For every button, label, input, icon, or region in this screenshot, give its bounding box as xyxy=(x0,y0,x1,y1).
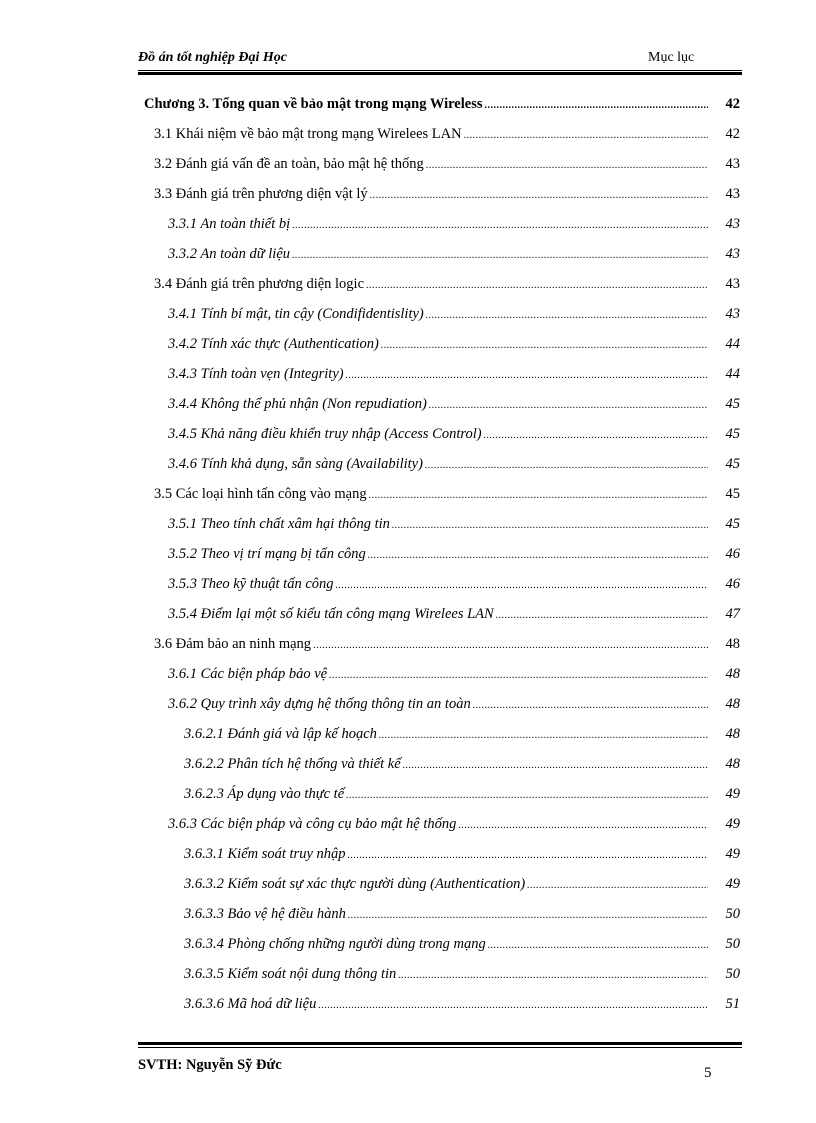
dot-leader xyxy=(366,280,708,291)
toc-entry-page: 43 xyxy=(725,186,740,202)
dot-leader xyxy=(429,400,708,411)
toc-entry[interactable] xyxy=(144,246,740,276)
toc-entry-title: 3.4.1 Tính bí mật, tin cậy (Condifidentislity) xyxy=(168,306,424,322)
toc-entry-title: 3.6.3.2 Kiểm soát sự xác thực người dùng (Authentication) xyxy=(184,876,526,892)
toc-entry[interactable] xyxy=(144,846,740,876)
toc-entry-title: 3.4.5 Khả năng điều khiển truy nhập (Access Control) xyxy=(168,426,482,442)
toc-entry-page: 42 xyxy=(725,126,740,142)
dot-leader xyxy=(426,310,708,321)
dot-leader xyxy=(426,160,708,171)
toc-entry-page: 49 xyxy=(725,786,740,802)
dot-leader xyxy=(336,580,708,591)
dot-leader xyxy=(488,940,708,951)
toc-entry[interactable] xyxy=(144,456,740,486)
toc-entry[interactable] xyxy=(144,816,740,846)
toc-entry-page: 45 xyxy=(725,456,740,472)
toc-entry-title: 3.4.4 Không thể phủ nhận (Non repudiation) xyxy=(168,396,427,412)
toc-entry[interactable] xyxy=(144,786,740,816)
page-header xyxy=(138,50,742,70)
toc-entry[interactable] xyxy=(144,486,740,516)
toc-entry-page: 48 xyxy=(725,696,740,712)
toc-entry-page: 51 xyxy=(725,996,740,1012)
toc-entry-title: 3.3.1 An toàn thiết bị xyxy=(168,216,291,232)
toc-entry-title: 3.5.1 Theo tính chất xâm hại thông tin xyxy=(168,516,390,532)
footer-rule-thick xyxy=(138,1042,742,1045)
toc-entry-page: 43 xyxy=(725,156,740,172)
toc-entry-page: 43 xyxy=(725,246,740,262)
dot-leader xyxy=(368,550,708,561)
toc-entry-title: 3.3 Đánh giá trên phương diện vật lý xyxy=(154,186,368,202)
table-of-contents xyxy=(144,96,740,1026)
toc-entry-title: 3.6.2.1 Đánh giá và lập kế hoạch xyxy=(184,726,377,742)
toc-entry-page: 45 xyxy=(725,516,740,532)
toc-entry-page: 50 xyxy=(725,966,740,982)
toc-entry-page: 42 xyxy=(725,96,740,112)
toc-entry[interactable] xyxy=(144,636,740,666)
toc-entry[interactable] xyxy=(144,516,740,546)
toc-entry-page: 43 xyxy=(725,306,740,322)
dot-leader xyxy=(425,460,708,471)
toc-entry-title: 3.4 Đánh giá trên phương diện logic xyxy=(154,276,365,292)
toc-entry[interactable] xyxy=(144,186,740,216)
dot-leader xyxy=(292,220,708,231)
dot-leader xyxy=(484,430,708,441)
dot-leader xyxy=(292,250,708,261)
toc-entry-page: 50 xyxy=(725,906,740,922)
toc-entry-page: 49 xyxy=(725,876,740,892)
dot-leader xyxy=(313,640,708,651)
dot-leader xyxy=(398,970,708,981)
toc-entry-title: 3.6.1 Các biện pháp bảo vệ xyxy=(168,666,328,682)
header-rule-thin xyxy=(138,70,742,71)
toc-entry[interactable] xyxy=(144,396,740,426)
toc-entry-page: 48 xyxy=(725,636,740,652)
dot-leader xyxy=(348,850,708,861)
toc-entry[interactable] xyxy=(144,276,740,306)
toc-entry[interactable] xyxy=(144,696,740,726)
page-number: 5 xyxy=(704,1065,712,1081)
dot-leader xyxy=(369,490,708,501)
toc-entry-page: 44 xyxy=(725,336,740,352)
toc-entry-title: 3.6.3.3 Bảo vệ hệ điều hành xyxy=(184,906,346,922)
toc-entry[interactable] xyxy=(144,426,740,456)
toc-entry[interactable] xyxy=(144,216,740,246)
header-title: Đồ án tốt nghiệp Đại Học xyxy=(138,50,287,65)
toc-entry-title: 3.1 Khái niệm về bảo mật trong mạng Wirelees LAN xyxy=(154,126,462,142)
toc-entry-page: 44 xyxy=(725,366,740,382)
dot-leader xyxy=(496,610,708,621)
dot-leader xyxy=(458,820,708,831)
footer-author: SVTH: Nguyễn Sỹ Đức xyxy=(138,1057,282,1073)
toc-entry-title: 3.3.2 An toàn dữ liệu xyxy=(168,246,291,262)
toc-entry-title: 3.6 Đảm bảo an ninh mạng xyxy=(154,636,312,652)
toc-entry[interactable] xyxy=(144,96,740,126)
toc-entry-title: 3.6.2.3 Áp dụng vào thực tế xyxy=(184,786,345,802)
toc-entry-page: 48 xyxy=(725,756,740,772)
dot-leader xyxy=(346,790,708,801)
toc-entry-title: 3.5.3 Theo kỹ thuật tấn công xyxy=(168,576,334,592)
dot-leader xyxy=(318,1000,708,1011)
toc-entry[interactable] xyxy=(144,876,740,906)
toc-entry-title: 3.6.3.6 Mã hoá dữ liệu xyxy=(184,996,317,1012)
toc-entry-title: 3.5 Các loại hình tấn công vào mạng xyxy=(154,486,367,502)
toc-entry-title: 3.5.4 Điểm lại một số kiểu tấn công mạng Wirelees LAN xyxy=(168,606,494,622)
dot-leader xyxy=(329,670,708,681)
toc-entry[interactable] xyxy=(144,366,740,396)
toc-entry-title: 3.6.3.1 Kiểm soát truy nhập xyxy=(184,846,346,862)
toc-entry-page: 48 xyxy=(725,666,740,682)
toc-entry-page: 47 xyxy=(725,606,740,622)
dot-leader xyxy=(473,700,708,711)
dot-leader xyxy=(464,130,708,141)
toc-entry-title: 3.4.6 Tính khả dụng, sẵn sàng (Availability) xyxy=(168,456,423,472)
toc-entry-title: 3.6.2.2 Phân tích hệ thống và thiết kế xyxy=(184,756,401,772)
toc-entry[interactable] xyxy=(144,576,740,606)
toc-entry[interactable] xyxy=(144,666,740,696)
toc-entry-title: 3.6.3.4 Phòng chống những người dùng trong mạng xyxy=(184,936,486,952)
dot-leader xyxy=(381,340,708,351)
toc-entry-title: 3.6.2 Quy trình xây dựng hệ thống thông tin an toàn xyxy=(168,696,471,712)
toc-entry-page: 45 xyxy=(725,426,740,442)
toc-entry-title: 3.4.2 Tính xác thực (Authentication) xyxy=(168,336,379,352)
dot-leader xyxy=(379,730,708,741)
toc-entry-title: Chương 3. Tổng quan về bảo mật trong mạng Wireless xyxy=(144,96,483,112)
toc-entry-page: 43 xyxy=(725,216,740,232)
dot-leader xyxy=(348,910,708,921)
toc-entry[interactable] xyxy=(144,756,740,786)
toc-entry-title: 3.6.3 Các biện pháp và công cụ bảo mật hệ thống xyxy=(168,816,457,832)
toc-entry[interactable] xyxy=(144,906,740,936)
page-footer xyxy=(138,1057,742,1081)
header-section: Mục lục xyxy=(648,50,695,65)
dot-leader xyxy=(346,370,708,381)
header-rule-thick xyxy=(138,72,742,75)
toc-entry[interactable] xyxy=(144,996,740,1026)
toc-entry-title: 3.6.3.5 Kiểm soát nội dung thông tin xyxy=(184,966,397,982)
dot-leader xyxy=(370,190,708,201)
dot-leader xyxy=(392,520,708,531)
toc-entry[interactable] xyxy=(144,606,740,636)
toc-entry-page: 43 xyxy=(725,276,740,292)
toc-entry-page: 45 xyxy=(725,396,740,412)
toc-entry[interactable] xyxy=(144,306,740,336)
toc-entry[interactable] xyxy=(144,126,740,156)
toc-entry-page: 45 xyxy=(725,486,740,502)
toc-entry-page: 46 xyxy=(725,576,740,592)
toc-entry-title: 3.5.2 Theo vị trí mạng bị tấn công xyxy=(168,546,366,562)
toc-entry[interactable] xyxy=(144,726,740,756)
toc-entry[interactable] xyxy=(144,156,740,186)
toc-entry-page: 50 xyxy=(725,936,740,952)
toc-entry-title: 3.2 Đánh giá vấn đề an toàn, bảo mật hệ thống xyxy=(154,156,424,172)
toc-entry-page: 49 xyxy=(725,816,740,832)
toc-entry[interactable] xyxy=(144,966,740,996)
toc-entry-page: 46 xyxy=(725,546,740,562)
toc-entry[interactable] xyxy=(144,546,740,576)
toc-entry[interactable] xyxy=(144,936,740,966)
toc-entry-page: 49 xyxy=(725,846,740,862)
dot-leader xyxy=(403,760,708,771)
toc-entry-page: 48 xyxy=(725,726,740,742)
dot-leader xyxy=(484,100,708,111)
toc-entry[interactable] xyxy=(144,336,740,366)
toc-entry-title: 3.4.3 Tính toàn vẹn (Integrity) xyxy=(168,366,344,382)
footer-rule-thin xyxy=(138,1047,742,1048)
dot-leader xyxy=(527,880,708,891)
